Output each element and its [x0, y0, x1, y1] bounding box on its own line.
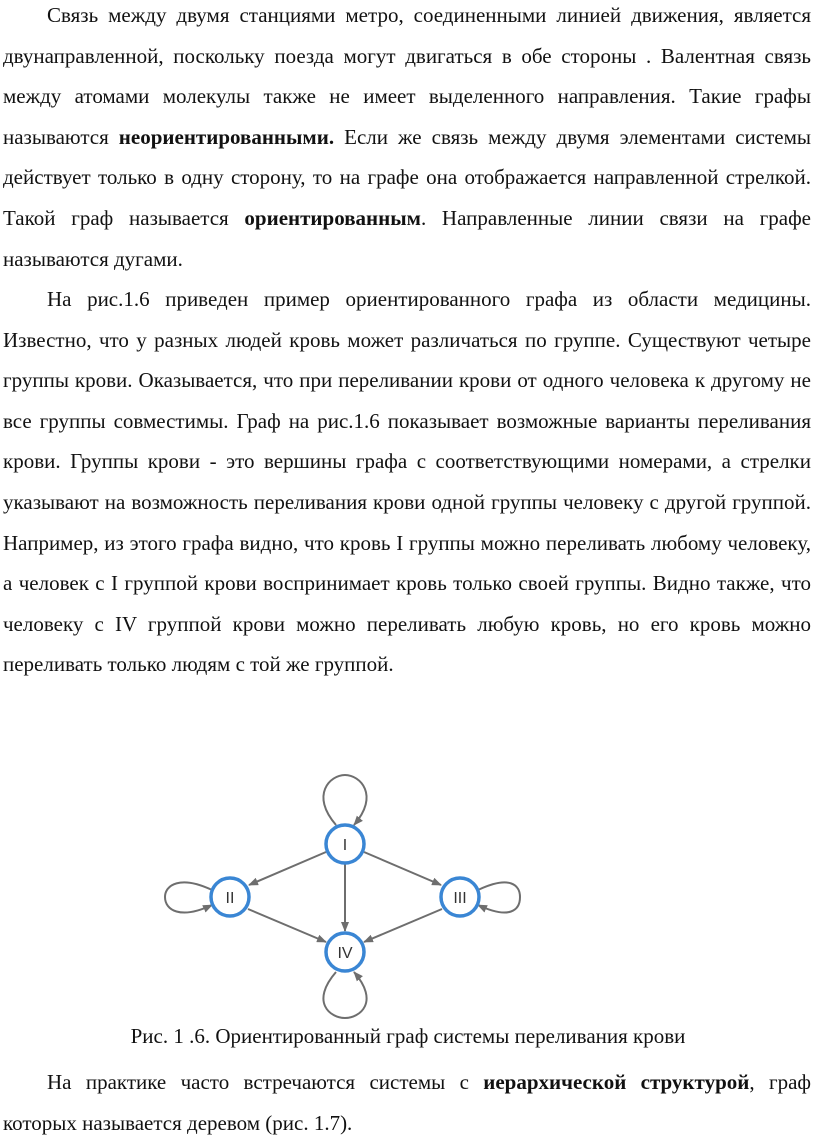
node-IV: [326, 933, 364, 971]
paragraph-undirected-directed: [3, 0, 811, 279]
edge-I-III: [364, 852, 441, 885]
figure-caption: Рис. 1 .6. Ориентированный граф системы переливания крови: [130, 1024, 686, 1048]
node-IV-label: IV: [337, 945, 353, 962]
node-I: [326, 825, 364, 863]
blood-transfusion-graph: [150, 760, 530, 1030]
edge-loop-IV: [323, 972, 366, 1018]
paragraph3-part2: , граф которых называется деревом (рис. 1.7).: [3, 1070, 811, 1135]
paragraph1-part3: . Направленные линии связи на графе называются дугами.: [3, 205, 811, 271]
node-III-label: III: [453, 890, 467, 907]
term-hierarchical-structure: иерархической структурой: [483, 1070, 750, 1094]
paragraph1-part1: Связь между двумя станциями метро, соединенными линией движения, является двунаправленной, поскольку поезда могут двигаться в обе стороны . Валентная связь между атомами молекулы также не имеет выделенного направления. Такие графы называются: [3, 3, 811, 149]
paragraph1-part2: Если же связь между двумя элементами системы действует только в одну сторону, то на графе она отображается направленной стрелкой. Такой граф называется: [3, 124, 812, 230]
paragraph-blood-groups: [3, 279, 811, 685]
graph-svg: [150, 760, 530, 1030]
paragraph-hierarchy: [3, 1062, 811, 1143]
edge-loop-II: [165, 882, 212, 912]
edge-II-IV: [248, 909, 326, 942]
edge-III-IV: [364, 909, 442, 942]
node-I-label: I: [342, 837, 348, 854]
node-II: [211, 878, 249, 916]
edge-loop-III: [478, 882, 520, 912]
term-undirected: неориентированными.: [118, 124, 335, 149]
term-directed: ориентированным: [244, 205, 421, 230]
paragraph2-text: На рис.1.6 приведен пример ориентированного графа из области медицины. Известно, что у разных людей кровь может различаться по группе. Существуют четыре группы крови. Оказывается, что при переливании крови от одного человека к другому не все группы совместимы. Граф на рис.1.6 показывает возможные варианты переливания крови. Группы крови - это вершины графа с соответствующими номерами, а стрелки указывают на возможность переливания крови одной группы человеку с другой группой. Например, из этого графа видно, что кровь I группы можно переливать любому человеку, а человек с I группой крови воспринимает кровь только своей группы. Видно также, что человеку с IV группой крови можно переливать любую кровь, но его кровь можно переливать только людям с той же группой.: [3, 287, 811, 677]
edge-loop-I: [323, 775, 366, 825]
node-II-label: II: [225, 890, 235, 907]
node-III: [441, 878, 479, 916]
edge-I-II: [249, 852, 326, 885]
paragraph3-part1: На практике часто встречаются системы с: [47, 1070, 484, 1094]
